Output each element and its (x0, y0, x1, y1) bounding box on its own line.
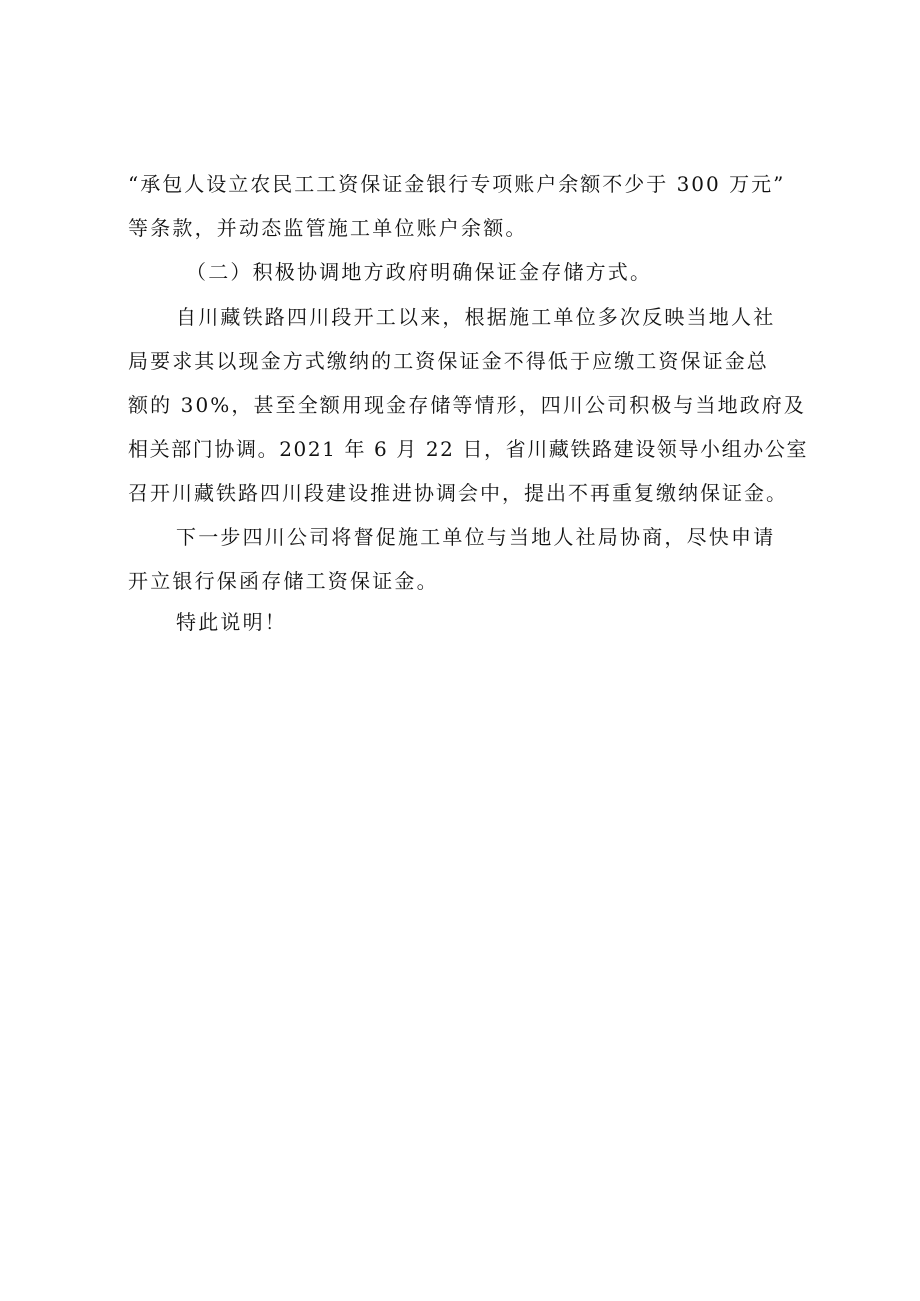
section-heading: （二）积极协调地方政府明确保证金存储方式。 (186, 260, 653, 284)
paragraph-line-4: 自川藏铁路四川段开工以来，根据施工单位多次反映当地人社 (176, 305, 776, 329)
closing-line: 特此说明！ (176, 610, 287, 634)
paragraph-line-7: 相关部门协调。2021 年 6 月 22 日，省川藏铁路建设领导小组办公室 (128, 437, 809, 461)
paragraph-line-6: 额的 30%，甚至全额用现金存储等情形，四川公司积极与当地政府及 (128, 393, 807, 417)
paragraph-line-8: 召开川藏铁路四川段建设推进协调会中，提出不再重复缴纳保证金。 (128, 481, 788, 505)
paragraph-line-1: “承包人设立农民工工资保证金银行专项账户余额不少于 300 万元” (128, 172, 786, 196)
paragraph-line-5: 局要求其以现金方式缴纳的工资保证金不得低于应缴工资保证金总 (128, 349, 769, 373)
paragraph-line-9: 下一步四川公司将督促施工单位与当地人社局协商，尽快申请 (176, 525, 776, 549)
paragraph-line-2: 等条款，并动态监管施工单位账户余额。 (128, 216, 528, 240)
paragraph-line-10: 开立银行保函存储工资保证金。 (128, 569, 439, 593)
